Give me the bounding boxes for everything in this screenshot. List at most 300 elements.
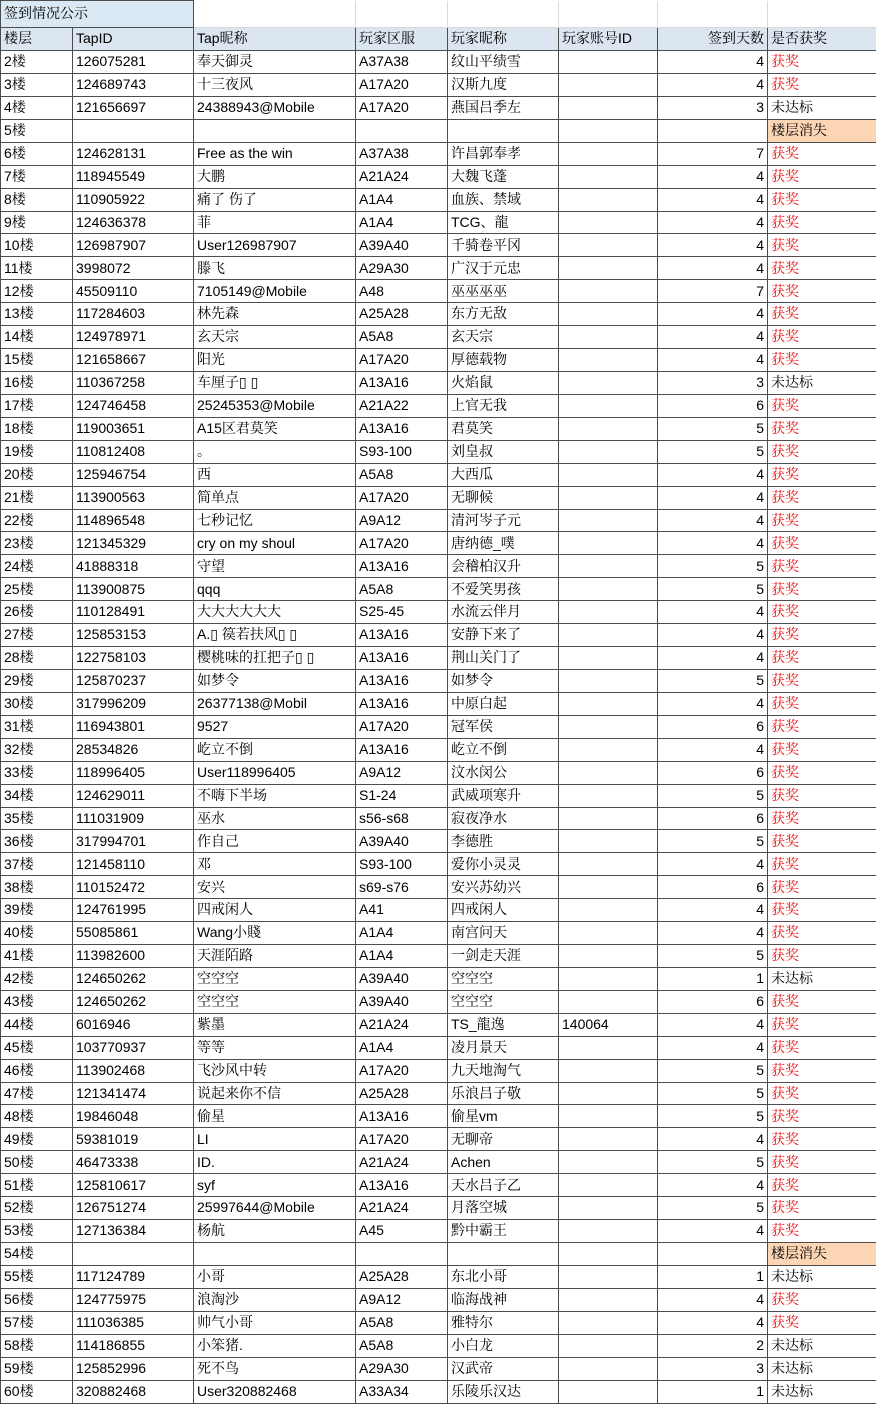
cell-days: 4	[658, 486, 768, 509]
cell-status: 获奖	[768, 1151, 876, 1174]
cell-tap_id: 124761995	[73, 899, 194, 922]
cell-tap_nick: 小笨猪.	[194, 1334, 356, 1357]
cell-account_id	[559, 211, 658, 234]
cell-tap_id: 126987907	[73, 234, 194, 257]
cell-tap_nick: User320882468	[194, 1380, 356, 1403]
cell-status: 获奖	[768, 463, 876, 486]
cell-tap_id: 103770937	[73, 1036, 194, 1059]
table-row	[1, 74, 876, 97]
cell-days: 5	[658, 784, 768, 807]
cell-account_id	[559, 1105, 658, 1128]
cell-server: A17A20	[356, 532, 448, 555]
cell-account_id	[559, 280, 658, 303]
cell-status: 获奖	[768, 280, 876, 303]
cell-days: 4	[658, 1013, 768, 1036]
cell-floor: 26楼	[1, 601, 73, 624]
empty-cell	[448, 1, 559, 28]
table-row	[1, 188, 876, 211]
table-row	[1, 1059, 876, 1082]
cell-server: S93-100	[356, 440, 448, 463]
cell-tap_nick: 作自己	[194, 830, 356, 853]
table-row	[1, 1243, 876, 1266]
cell-tap_nick: 痛了 伤了	[194, 188, 356, 211]
cell-floor: 60楼	[1, 1380, 73, 1403]
cell-days: 5	[658, 1059, 768, 1082]
cell-floor: 49楼	[1, 1128, 73, 1151]
cell-days: 4	[658, 349, 768, 372]
cell-days: 3	[658, 371, 768, 394]
cell-status: 获奖	[768, 784, 876, 807]
cell-tap_id: 113982600	[73, 945, 194, 968]
cell-tap_nick: 25997644@Mobile	[194, 1197, 356, 1220]
cell-status: 获奖	[768, 899, 876, 922]
header-server: 玩家区服	[356, 28, 448, 51]
cell-tap_id: 113902468	[73, 1059, 194, 1082]
cell-server: s69-s76	[356, 876, 448, 899]
cell-server: A13A16	[356, 371, 448, 394]
cell-server: A17A20	[356, 74, 448, 97]
cell-floor: 5楼	[1, 119, 73, 142]
cell-status: 获奖	[768, 990, 876, 1013]
cell-account_id	[559, 417, 658, 440]
cell-account_id	[559, 899, 658, 922]
cell-days: 1	[658, 1380, 768, 1403]
cell-floor: 43楼	[1, 990, 73, 1013]
cell-tap_nick: User126987907	[194, 234, 356, 257]
cell-status: 获奖	[768, 853, 876, 876]
cell-player_nick: 偷星vm	[448, 1105, 559, 1128]
cell-floor: 34楼	[1, 784, 73, 807]
table-row	[1, 1334, 876, 1357]
cell-days: 4	[658, 853, 768, 876]
cell-tap_id: 126751274	[73, 1197, 194, 1220]
table-row	[1, 1265, 876, 1288]
cell-player_nick: 不爱笑男孩	[448, 578, 559, 601]
cell-status: 获奖	[768, 165, 876, 188]
cell-floor: 29楼	[1, 669, 73, 692]
cell-account_id	[559, 463, 658, 486]
cell-tap_id: 117284603	[73, 303, 194, 326]
table-row	[1, 853, 876, 876]
cell-floor: 59楼	[1, 1357, 73, 1380]
cell-player_nick: 爱你小灵灵	[448, 853, 559, 876]
cell-tap_nick: 邓	[194, 853, 356, 876]
cell-account_id	[559, 1151, 658, 1174]
cell-days: 4	[658, 1220, 768, 1243]
cell-floor: 32楼	[1, 738, 73, 761]
cell-server: A17A20	[356, 349, 448, 372]
cell-account_id	[559, 578, 658, 601]
cell-account_id	[559, 692, 658, 715]
cell-server: A48	[356, 280, 448, 303]
cell-server: A13A16	[356, 555, 448, 578]
cell-tap_nick: ID.	[194, 1151, 356, 1174]
cell-tap_nick: 樱桃味的扛把子▯ ▯	[194, 647, 356, 670]
table-row	[1, 257, 876, 280]
cell-tap_nick: 菲	[194, 211, 356, 234]
cell-account_id	[559, 876, 658, 899]
cell-status: 获奖	[768, 807, 876, 830]
table-row	[1, 555, 876, 578]
cell-tap_id: 46473338	[73, 1151, 194, 1174]
cell-account_id	[559, 945, 658, 968]
cell-player_nick: 临海战神	[448, 1288, 559, 1311]
cell-days: 4	[658, 303, 768, 326]
cell-server: A1A4	[356, 1036, 448, 1059]
cell-tap_id	[73, 1243, 194, 1266]
cell-player_nick: 寂夜净水	[448, 807, 559, 830]
cell-tap_id: 121656697	[73, 96, 194, 119]
cell-status: 获奖	[768, 830, 876, 853]
cell-player_nick: 九天地淘气	[448, 1059, 559, 1082]
cell-account_id	[559, 349, 658, 372]
cell-status: 获奖	[768, 1082, 876, 1105]
header-tap_id: TapID	[73, 28, 194, 51]
cell-floor: 38楼	[1, 876, 73, 899]
cell-player_nick: 空空空	[448, 990, 559, 1013]
cell-tap_id: 320882468	[73, 1380, 194, 1403]
table-row	[1, 463, 876, 486]
cell-floor: 47楼	[1, 1082, 73, 1105]
cell-player_nick: 东方无敌	[448, 303, 559, 326]
cell-floor: 30楼	[1, 692, 73, 715]
cell-floor: 35楼	[1, 807, 73, 830]
cell-tap_id: 124650262	[73, 990, 194, 1013]
table-row	[1, 922, 876, 945]
cell-player_nick: 血族、禁域	[448, 188, 559, 211]
cell-tap_id: 121341474	[73, 1082, 194, 1105]
cell-tap_nick: 紫墨	[194, 1013, 356, 1036]
cell-tap_id: 59381019	[73, 1128, 194, 1151]
cell-account_id	[559, 257, 658, 280]
cell-player_nick	[448, 1243, 559, 1266]
cell-player_nick: 东北小哥	[448, 1265, 559, 1288]
cell-floor: 10楼	[1, 234, 73, 257]
cell-player_nick: 唐纳德_噗	[448, 532, 559, 555]
cell-status: 获奖	[768, 692, 876, 715]
cell-player_nick: 大西瓜	[448, 463, 559, 486]
cell-tap_nick: 26377138@Mobil	[194, 692, 356, 715]
empty-cell	[356, 1, 448, 28]
cell-tap_id: 317996209	[73, 692, 194, 715]
table-row	[1, 1311, 876, 1334]
cell-days: 4	[658, 257, 768, 280]
cell-player_nick: 月落空城	[448, 1197, 559, 1220]
cell-tap_nick: 安兴	[194, 876, 356, 899]
cell-days: 6	[658, 990, 768, 1013]
cell-days: 4	[658, 1311, 768, 1334]
cell-floor: 58楼	[1, 1334, 73, 1357]
cell-account_id	[559, 1334, 658, 1357]
cell-account_id	[559, 601, 658, 624]
table-row	[1, 234, 876, 257]
cell-player_nick: 武威项寒升	[448, 784, 559, 807]
cell-tap_id: 110128491	[73, 601, 194, 624]
cell-days: 3	[658, 1357, 768, 1380]
cell-server: S1-24	[356, 784, 448, 807]
cell-player_nick: 会稽柏汉升	[448, 555, 559, 578]
cell-account_id	[559, 738, 658, 761]
cell-tap_nick: 空空空	[194, 967, 356, 990]
cell-tap_id: 124746458	[73, 394, 194, 417]
cell-server: A13A16	[356, 738, 448, 761]
cell-server: A17A20	[356, 486, 448, 509]
cell-tap_nick: 不嗨下半场	[194, 784, 356, 807]
cell-tap_nick: LI	[194, 1128, 356, 1151]
table-row	[1, 945, 876, 968]
cell-server: A13A16	[356, 669, 448, 692]
cell-tap_nick: 25245353@Mobile	[194, 394, 356, 417]
table-row	[1, 394, 876, 417]
cell-server: A21A24	[356, 165, 448, 188]
table-row	[1, 509, 876, 532]
cell-tap_nick: 空空空	[194, 990, 356, 1013]
cell-status: 获奖	[768, 601, 876, 624]
cell-days: 4	[658, 647, 768, 670]
cell-account_id	[559, 1174, 658, 1197]
cell-days: 3	[658, 96, 768, 119]
header-tap_nick: Tap昵称	[194, 28, 356, 51]
table-row	[1, 1105, 876, 1128]
cell-server: A1A4	[356, 188, 448, 211]
cell-days: 5	[658, 830, 768, 853]
cell-floor: 53楼	[1, 1220, 73, 1243]
cell-tap_nick: Wang小賤	[194, 922, 356, 945]
cell-account_id: 140064	[559, 1013, 658, 1036]
cell-player_nick: 黔中霸王	[448, 1220, 559, 1243]
cell-server: A5A8	[356, 578, 448, 601]
cell-tap_id: 121658667	[73, 349, 194, 372]
table-row	[1, 830, 876, 853]
cell-tap_nick: 七秒记忆	[194, 509, 356, 532]
cell-days: 4	[658, 165, 768, 188]
cell-server: A37A38	[356, 51, 448, 74]
cell-tap_nick: 浪淘沙	[194, 1288, 356, 1311]
cell-days: 6	[658, 876, 768, 899]
cell-days: 5	[658, 669, 768, 692]
table-row	[1, 738, 876, 761]
cell-tap_id: 125810617	[73, 1174, 194, 1197]
cell-tap_nick	[194, 1243, 356, 1266]
cell-account_id	[559, 394, 658, 417]
cell-days: 4	[658, 509, 768, 532]
cell-floor: 16楼	[1, 371, 73, 394]
cell-tap_id: 118996405	[73, 761, 194, 784]
cell-status: 楼层消失	[768, 119, 876, 142]
cell-player_nick: 上官无我	[448, 394, 559, 417]
cell-server: A1A4	[356, 945, 448, 968]
cell-tap_nick: 帅气小哥	[194, 1311, 356, 1334]
cell-player_nick: 广汉于元忠	[448, 257, 559, 280]
cell-status: 获奖	[768, 1013, 876, 1036]
cell-account_id	[559, 1380, 658, 1403]
cell-server: A29A30	[356, 257, 448, 280]
cell-days: 5	[658, 945, 768, 968]
cell-floor: 57楼	[1, 1311, 73, 1334]
cell-account_id	[559, 1357, 658, 1380]
cell-floor: 25楼	[1, 578, 73, 601]
table-row	[1, 1380, 876, 1403]
table-row	[1, 51, 876, 74]
cell-days: 4	[658, 188, 768, 211]
cell-server: A21A22	[356, 394, 448, 417]
cell-status: 获奖	[768, 211, 876, 234]
cell-player_nick: 水流云伴月	[448, 601, 559, 624]
cell-server: s56-s68	[356, 807, 448, 830]
cell-floor: 3楼	[1, 74, 73, 97]
cell-days: 6	[658, 715, 768, 738]
cell-status: 获奖	[768, 578, 876, 601]
cell-player_nick: 清河岑子元	[448, 509, 559, 532]
cell-server: A21A24	[356, 1151, 448, 1174]
cell-status: 未达标	[768, 1357, 876, 1380]
cell-floor: 39楼	[1, 899, 73, 922]
cell-days: 5	[658, 417, 768, 440]
cell-floor: 33楼	[1, 761, 73, 784]
cell-account_id	[559, 624, 658, 647]
cell-floor: 4楼	[1, 96, 73, 119]
cell-days: 4	[658, 234, 768, 257]
page-title: 签到情况公示	[1, 1, 194, 28]
empty-cell	[658, 1, 768, 28]
table-row	[1, 165, 876, 188]
cell-account_id	[559, 990, 658, 1013]
cell-server: A21A24	[356, 1013, 448, 1036]
table-row	[1, 1174, 876, 1197]
table-row	[1, 440, 876, 463]
cell-status: 获奖	[768, 188, 876, 211]
cell-server: A25A28	[356, 303, 448, 326]
cell-server	[356, 119, 448, 142]
cell-days: 4	[658, 463, 768, 486]
cell-tap_nick: 林先森	[194, 303, 356, 326]
cell-days: 7	[658, 280, 768, 303]
cell-player_nick: 刘皇叔	[448, 440, 559, 463]
cell-floor: 7楼	[1, 165, 73, 188]
cell-floor: 46楼	[1, 1059, 73, 1082]
cell-server: A9A12	[356, 1288, 448, 1311]
cell-floor: 19楼	[1, 440, 73, 463]
table-row	[1, 578, 876, 601]
cell-tap_nick: 巫水	[194, 807, 356, 830]
cell-status: 获奖	[768, 417, 876, 440]
cell-player_nick: 许昌郭奉孝	[448, 142, 559, 165]
cell-tap_nick: A.▯ 篌若扶风▯ ▯	[194, 624, 356, 647]
cell-floor: 41楼	[1, 945, 73, 968]
cell-server: A9A12	[356, 761, 448, 784]
cell-server: A17A20	[356, 96, 448, 119]
header-account_id: 玩家账号ID	[559, 28, 658, 51]
cell-tap_id: 127136384	[73, 1220, 194, 1243]
cell-tap_id: 116943801	[73, 715, 194, 738]
cell-floor: 42楼	[1, 967, 73, 990]
table-row	[1, 899, 876, 922]
cell-tap_nick: 天涯陌路	[194, 945, 356, 968]
cell-days: 4	[658, 51, 768, 74]
cell-days: 6	[658, 761, 768, 784]
cell-player_nick: Achen	[448, 1151, 559, 1174]
table-row	[1, 349, 876, 372]
cell-player_nick: 小白龙	[448, 1334, 559, 1357]
cell-player_nick: 汉斯九度	[448, 74, 559, 97]
cell-status: 获奖	[768, 1059, 876, 1082]
cell-player_nick: 无聊候	[448, 486, 559, 509]
cell-floor: 55楼	[1, 1265, 73, 1288]
cell-server	[356, 1243, 448, 1266]
cell-server: A13A16	[356, 692, 448, 715]
cell-player_nick: TS_龍逸	[448, 1013, 559, 1036]
cell-server: A17A20	[356, 1128, 448, 1151]
cell-tap_nick: 简单点	[194, 486, 356, 509]
table-row	[1, 1288, 876, 1311]
table-row	[1, 990, 876, 1013]
cell-floor: 20楼	[1, 463, 73, 486]
cell-status: 获奖	[768, 1197, 876, 1220]
cell-days: 1	[658, 1265, 768, 1288]
empty-cell	[768, 1, 876, 28]
cell-account_id	[559, 509, 658, 532]
cell-days: 5	[658, 440, 768, 463]
cell-floor: 40楼	[1, 922, 73, 945]
table-row	[1, 1357, 876, 1380]
cell-days: 4	[658, 899, 768, 922]
cell-player_nick: 纹山平绩雪	[448, 51, 559, 74]
cell-floor: 52楼	[1, 1197, 73, 1220]
cell-server: S93-100	[356, 853, 448, 876]
cell-tap_id: 125946754	[73, 463, 194, 486]
cell-floor: 50楼	[1, 1151, 73, 1174]
cell-player_nick: 厚德载物	[448, 349, 559, 372]
cell-account_id	[559, 1220, 658, 1243]
cell-player_nick: 凌月景天	[448, 1036, 559, 1059]
cell-account_id	[559, 784, 658, 807]
cell-floor: 8楼	[1, 188, 73, 211]
cell-tap_id: 125852996	[73, 1357, 194, 1380]
cell-status: 获奖	[768, 486, 876, 509]
cell-player_nick: 巫巫巫巫	[448, 280, 559, 303]
cell-status: 未达标	[768, 1380, 876, 1403]
cell-tap_id: 124775975	[73, 1288, 194, 1311]
cell-account_id	[559, 1082, 658, 1105]
cell-status: 获奖	[768, 74, 876, 97]
cell-server: A13A16	[356, 624, 448, 647]
cell-floor: 56楼	[1, 1288, 73, 1311]
cell-days: 4	[658, 1036, 768, 1059]
cell-server: A9A12	[356, 509, 448, 532]
cell-status: 获奖	[768, 1128, 876, 1151]
cell-tap_nick: Free as the win	[194, 142, 356, 165]
cell-tap_id: 114186855	[73, 1334, 194, 1357]
cell-days: 4	[658, 624, 768, 647]
cell-player_nick	[448, 119, 559, 142]
cell-player_nick: 乐浪吕子敬	[448, 1082, 559, 1105]
cell-days: 4	[658, 211, 768, 234]
cell-status: 获奖	[768, 1105, 876, 1128]
cell-days	[658, 119, 768, 142]
cell-tap_id: 114896548	[73, 509, 194, 532]
cell-days: 2	[658, 1334, 768, 1357]
cell-tap_nick	[194, 119, 356, 142]
cell-tap_id: 111036385	[73, 1311, 194, 1334]
cell-tap_nick: 如梦令	[194, 669, 356, 692]
cell-server: A39A40	[356, 830, 448, 853]
cell-status: 获奖	[768, 761, 876, 784]
cell-server: A1A4	[356, 211, 448, 234]
cell-status: 获奖	[768, 142, 876, 165]
cell-server: A45	[356, 1220, 448, 1243]
cell-server: A5A8	[356, 1311, 448, 1334]
cell-account_id	[559, 1265, 658, 1288]
